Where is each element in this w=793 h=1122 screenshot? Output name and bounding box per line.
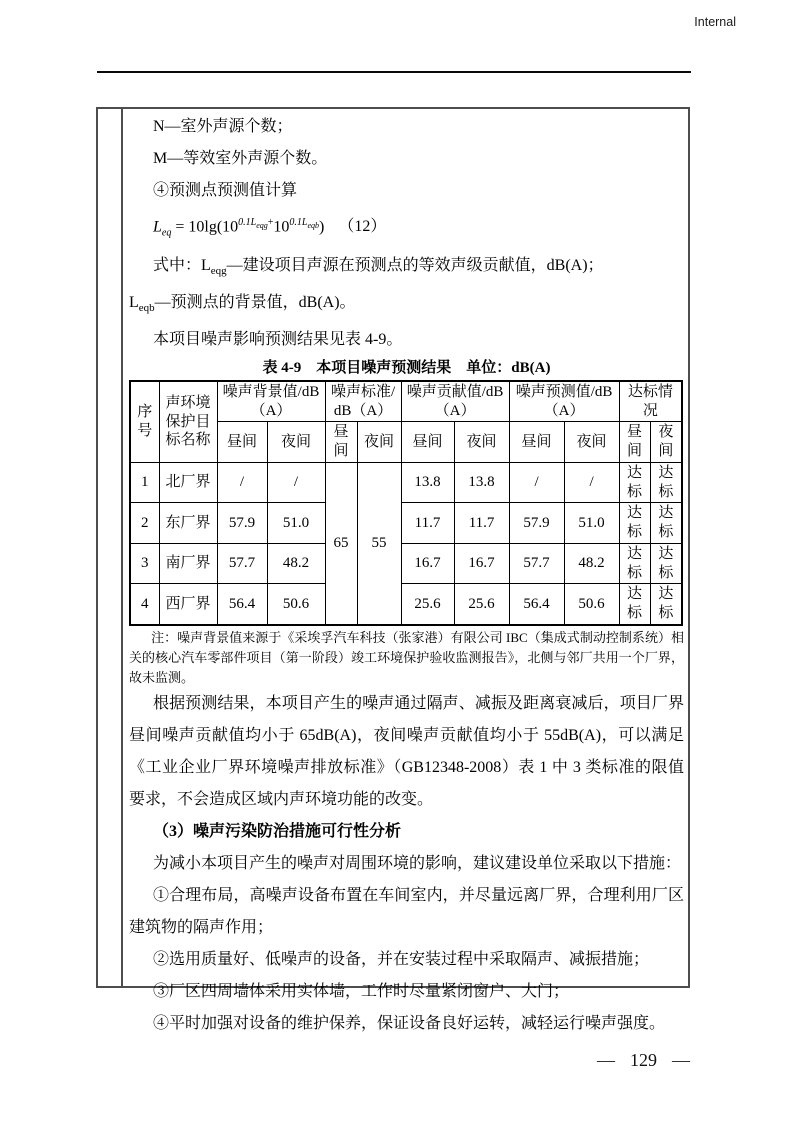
formula-exponent-1: 0.1Leqg+ <box>238 217 274 230</box>
table-title: 表 4-9 本项目噪声预测结果 单位：dB(A) <box>262 359 551 376</box>
cell-bg-day: 56.4 <box>217 584 267 625</box>
formula-base-2: 10 <box>273 218 290 236</box>
paragraph-measure-1: ①合理布局，高噪声设备布置在车间室内，并尽量远离厂界，合理利用厂区建筑物的隔声作用； <box>129 886 684 936</box>
header-standard-day: 昼间 <box>325 422 357 463</box>
line-equivalent-source-count: M—等效室外声源个数。 <box>153 150 328 167</box>
cell-pred-night: / <box>564 462 619 503</box>
cell-comp-night: 达标 <box>650 543 682 584</box>
cell-target: 南厂界 <box>159 543 217 584</box>
paragraph-measure-2: ②选用质量好、低噪声的设备，并在安装过程中采取隔声、减振措施； <box>153 950 650 968</box>
formula-lhs: L <box>153 218 162 236</box>
line-table-reference: 本项目噪声影响预测结果见表 4-9。 <box>153 330 403 348</box>
cell-bg-night: 50.6 <box>267 584 325 625</box>
page-number <box>597 1049 690 1071</box>
cell-contrib-day: 16.7 <box>401 543 454 584</box>
header-target: 声环境保护目标名称 <box>159 381 217 463</box>
cell-bg-day: 57.7 <box>217 543 267 584</box>
cell-comp-day: 达标 <box>619 462 650 503</box>
cell-pred-night: 51.0 <box>564 503 619 544</box>
cell-contrib-day: 25.6 <box>401 584 454 625</box>
header-background-day: 昼间 <box>217 422 267 463</box>
header-group-background: 噪声背景值/dB（A） <box>217 381 325 422</box>
formula-exponent-2: 0.1Leqb <box>289 217 320 230</box>
paragraph-measure-4: ④平时加强对设备的维护保养，保证设备良好运转，减轻运行噪声强度。 <box>153 1014 666 1032</box>
table-row <box>130 543 682 584</box>
cell-index: 4 <box>130 584 159 625</box>
header-group-prediction: 噪声预测值/dB（A） <box>509 381 619 422</box>
noise-prediction-table <box>129 380 683 626</box>
cell-comp-day: 达标 <box>619 543 650 584</box>
header-compliance-night: 夜间 <box>650 422 682 463</box>
heading-noise-control-measures: （3）噪声污染防治措施可行性分析 <box>153 822 402 840</box>
cell-contrib-night: 13.8 <box>454 462 509 503</box>
line-eqb-explanation: $L_{eqb}—$预测点的背景值，dB(A)。 <box>129 293 356 314</box>
header-group-compliance: 达标情况 <box>619 381 682 422</box>
cell-pred-day: 57.9 <box>509 503 564 544</box>
cell-contrib-night: 16.7 <box>454 543 509 584</box>
cell-bg-day: / <box>217 462 267 503</box>
header-contribution-day: 昼间 <box>401 422 454 463</box>
formula-close: ) <box>319 218 325 236</box>
line-prediction-step-title: ④预测点预测值计算 <box>153 182 298 199</box>
header-group-standard: 噪声标准/dB（A） <box>325 381 401 422</box>
form-content <box>123 109 688 1032</box>
table-row <box>130 584 682 625</box>
header-background-night: 夜间 <box>267 422 325 463</box>
cell-contrib-night: 11.7 <box>454 503 509 544</box>
cell-pred-night: 50.6 <box>564 584 619 625</box>
cell-target: 东厂界 <box>159 503 217 544</box>
formula-body: = 10lg(10 <box>171 218 239 236</box>
header-standard-night: 夜间 <box>357 422 401 463</box>
cell-bg-night: 51.0 <box>267 503 325 544</box>
header-compliance-day: 昼间 <box>619 422 650 463</box>
form-cell-container <box>96 107 690 1032</box>
cell-index: 2 <box>130 503 159 544</box>
cell-index: 1 <box>130 462 159 503</box>
table-note: 注：噪声背景值来源于《采埃孚汽车科技（张家港）有限公司 IBC（集成式制动控制系统）相关的核心汽车零部件项目（第一阶段）竣工环境保护验收监测报告》，北侧与邻厂共用一个厂界，故未监测。 <box>129 629 684 685</box>
form-left-column <box>98 109 123 986</box>
cell-comp-night: 达标 <box>650 462 682 503</box>
table-row <box>130 462 682 503</box>
header-group-contribution: 噪声贡献值/dB（A） <box>401 381 509 422</box>
cell-bg-night: / <box>267 462 325 503</box>
paragraph-measure-3: ③厂区四周墙体采用实体墙，工作时尽量紧闭窗户、大门； <box>153 982 570 1000</box>
line-outdoor-source-count: N—室外声源个数； <box>153 118 293 135</box>
cell-target: 北厂界 <box>159 462 217 503</box>
paragraph-measures-intro: 为减小本项目产生的噪声对周围环境的影响，建议建设单位采取以下措施： <box>153 854 682 872</box>
page-number-dash-right: — <box>672 1050 690 1070</box>
page-number-value: 129 <box>630 1050 657 1070</box>
cell-comp-night: 达标 <box>650 584 682 625</box>
header-contribution-night: 夜间 <box>454 422 509 463</box>
formula-equation-number: （12） <box>338 218 387 236</box>
header-prediction-night: 夜间 <box>564 422 619 463</box>
cell-comp-night: 达标 <box>650 503 682 544</box>
cell-contrib-day: 11.7 <box>401 503 454 544</box>
header-index: 序号 <box>130 381 159 463</box>
cell-pred-day: 57.7 <box>509 543 564 584</box>
cell-pred-night: 48.2 <box>564 543 619 584</box>
cell-pred-day: / <box>509 462 564 503</box>
formula-leq <box>129 207 684 250</box>
cell-contrib-day: 13.8 <box>401 462 454 503</box>
cell-pred-day: 56.4 <box>509 584 564 625</box>
cell-target: 西厂界 <box>159 584 217 625</box>
table-row <box>130 503 682 544</box>
header-rule <box>97 71 691 73</box>
cell-standard-night: 55 <box>357 462 401 625</box>
cell-comp-day: 达标 <box>619 584 650 625</box>
line-eqg-explanation: 式中：$L_{eqg}—$建设项目声源在预测点的等效声级贡献值，dB(A)； <box>153 256 604 277</box>
header-classification-label: Internal <box>694 15 736 29</box>
cell-standard-day: 65 <box>325 462 357 625</box>
cell-bg-night: 48.2 <box>267 543 325 584</box>
cell-contrib-night: 25.6 <box>454 584 509 625</box>
cell-index: 3 <box>130 543 159 584</box>
paragraph-prediction-conclusion: 根据预测结果，本项目产生的噪声通过隔声、减振及距离衰减后，项目厂界昼间噪声贡献值均小于 65dB(A)，夜间噪声贡献值均小于 55dB(A)，可以满足《工业企业厂界环境噪声排放标准》（GB12348-2008）表 1 中 3 类标准的限值要求，不会造成区域内声环境功能的改变。 <box>129 694 684 808</box>
cell-bg-day: 57.9 <box>217 503 267 544</box>
cell-comp-day: 达标 <box>619 503 650 544</box>
formula-lhs-sub: eq <box>161 227 172 239</box>
header-prediction-day: 昼间 <box>509 422 564 463</box>
page-number-dash-left: — <box>597 1050 615 1070</box>
